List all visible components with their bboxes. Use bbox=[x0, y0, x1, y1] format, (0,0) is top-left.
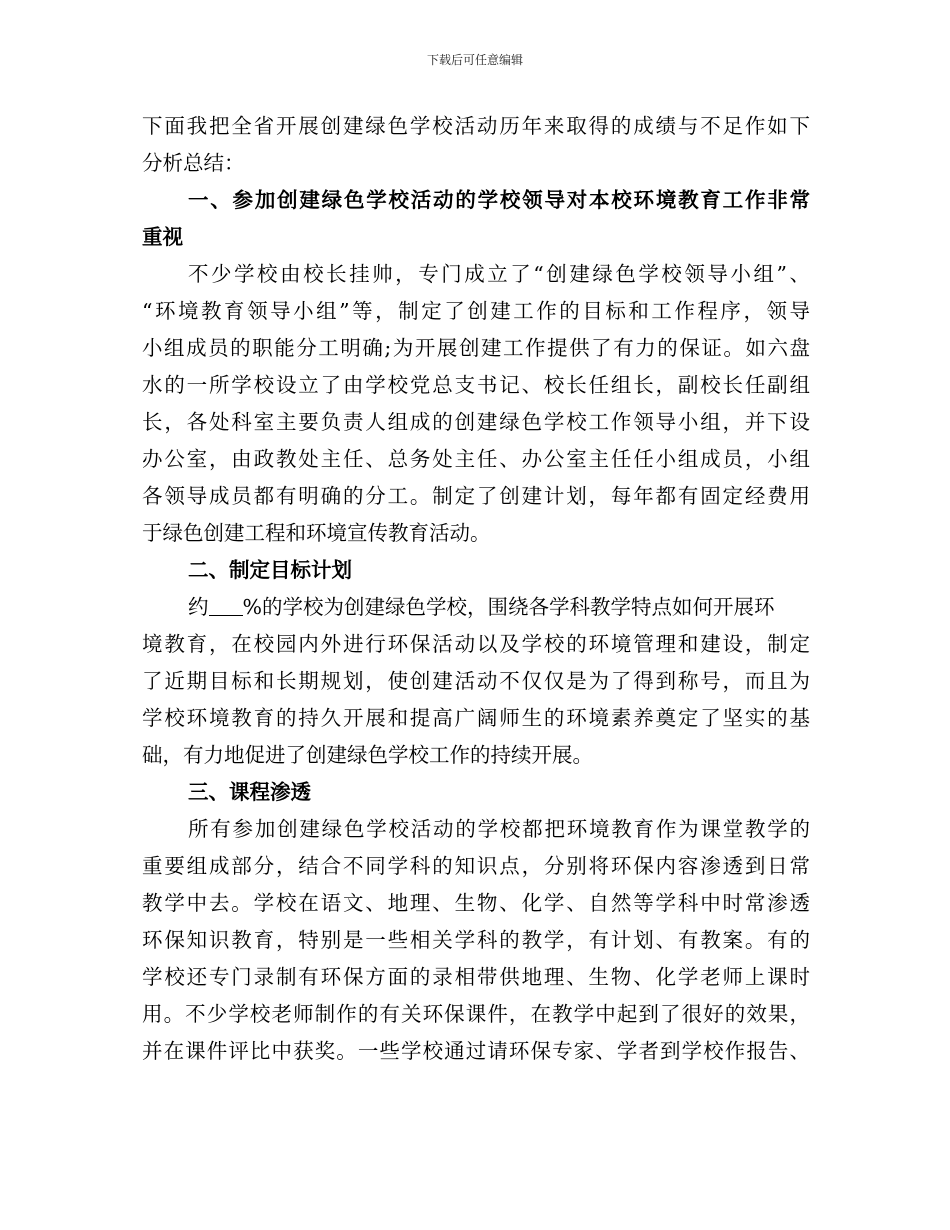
body-line: “环境教育领导小组”等，制定了创建工作的目标和工作程序，领导 bbox=[142, 299, 810, 323]
page-header: 下载后可任意编辑 bbox=[426, 53, 523, 67]
body-line: 长，各处科室主要负责人组成的创建绿色学校工作领导小组，并下设 bbox=[142, 410, 810, 434]
body-line: 教学中去。学校在语文、地理、生物、化学、自然等学科中时常渗透 bbox=[142, 891, 810, 915]
body-line: 分析总结： bbox=[142, 151, 245, 175]
body-line: 础，有力地促进了创建绿色学校工作的持续开展。 bbox=[142, 743, 593, 767]
body-line: 各领导成员都有明确的分工。制定了创建计划，每年都有固定经费用 bbox=[142, 484, 810, 508]
body-line: 水的一所学校设立了由学校党总支书记、校长任组长，副校长任副组 bbox=[142, 373, 810, 397]
body-line: 并在课件评比中获奖。一些学校通过请环保专家、学者到学校作报告、 bbox=[142, 1039, 810, 1063]
body-line: 学校还专门录制有环保方面的录相带供地理、生物、化学老师上课时 bbox=[142, 965, 810, 989]
body-line: 境教育，在校园内外进行环保活动以及学校的环境管理和建设，制定 bbox=[142, 632, 810, 656]
body-line: 下面我把全省开展创建绿色学校活动历年来取得的成绩与不足作如下 bbox=[142, 114, 810, 138]
blank-suffix: %的学校为创建绿色学校，围绕各学科教学特点如何开展环 bbox=[242, 595, 775, 619]
body-line: 重要组成部分，结合不同学科的知识点，分别将环保内容渗透到日常 bbox=[142, 854, 810, 878]
document-body bbox=[142, 108, 810, 1070]
blank-prefix: 约 bbox=[188, 595, 209, 619]
body-line: 所有参加创建绿色学校活动的学校都把环境教育作为课堂教学的 bbox=[188, 817, 810, 841]
body-line: 环保知识教育，特别是一些相关学科的教学，有计划、有教案。有的 bbox=[142, 928, 810, 952]
body-line-with-blank bbox=[142, 589, 810, 626]
body-line: 不少学校由校长挂帅，专门成立了“创建绿色学校领导小组”、 bbox=[188, 262, 810, 286]
body-line: 了近期目标和长期规划，使创建活动不仅仅是为了得到称号，而且为 bbox=[142, 669, 810, 693]
section-heading-2: 二、制定目标计划 bbox=[188, 558, 352, 582]
section-heading-1-cont: 重视 bbox=[142, 225, 183, 249]
body-line: 小组成员的职能分工明确;为开展创建工作提供了有力的保证。如六盘 bbox=[142, 336, 810, 360]
body-line: 用。不少学校老师制作的有关环保课件，在教学中起到了很好的效果， bbox=[142, 1002, 810, 1026]
body-line: 学校环境教育的持久开展和提高广阔师生的环境素养奠定了坚实的基 bbox=[142, 706, 810, 730]
fill-in-blank bbox=[209, 595, 243, 617]
body-line: 办公室，由政教处主任、总务处主任、办公室主任任小组成员，小组 bbox=[142, 447, 810, 471]
section-heading-3: 三、课程渗透 bbox=[188, 780, 311, 804]
section-heading-1: 一、参加创建绿色学校活动的学校领导对本校环境教育工作非常 bbox=[188, 188, 810, 212]
body-line: 于绿色创建工程和环境宣传教育活动。 bbox=[142, 521, 491, 545]
